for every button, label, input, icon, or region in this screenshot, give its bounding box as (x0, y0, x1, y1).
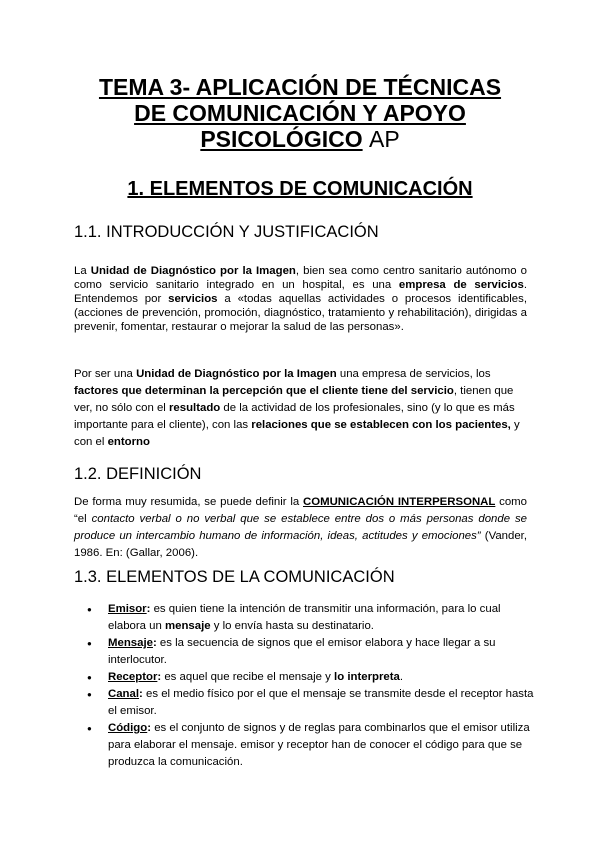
title-line-2: DE COMUNICACIÓN Y APOYO (134, 100, 466, 126)
intro-paragraph-1: La Unidad de Diagnóstico por la Imagen, bien sea como centro sanitario autónomo o como servicio sanitario integrado en un hospital, es una empresa de servicios. Entendemos por servicios a «todas aquellas actividades o procesos identificables, (acciones de prevención, promoción, diagnóstico, tratamiento y rehabilitación), dirigidas a prevenir, fomentar, restaurar o mejorar la salud de las personas». (74, 265, 527, 333)
definition-paragraph: De forma muy resumida, se puede definir la COMUNICACIÓN INTERPERSONAL como “el contacto verbal o no verbal que se establece entre dos o más personas donde se produce un intercambio humano de información, ideas, actitudes y emociones” (Vander, 1986. En: (Gallar, 2006). (74, 496, 527, 559)
section-heading-1-3: 1.3. ELEMENTOS DE LA COMUNICACIÓN (74, 568, 395, 586)
elements-list (74, 601, 534, 771)
section-heading-1-2: 1.2. DEFINICIÓN (74, 465, 202, 483)
list-item-mensaje: ● Mensaje: es la secuencia de signos que el emisor elabora y hace llegar a su interlocutor. (74, 635, 534, 669)
title-line-1: TEMA 3- APLICACIÓN DE TÉCNICAS (98, 74, 502, 100)
list-item-emisor: ● Emisor: es quien tiene la intención de transmitir una información, para lo cual elabora un mensaje y lo envía hasta su destinatario. (74, 601, 534, 635)
section-heading-1-1: 1.1. INTRODUCCIÓN Y JUSTIFICACIÓN (74, 223, 379, 241)
list-item-codigo: ● Código: es el conjunto de signos y de reglas para combinarlos que el emisor utiliza para elaborar el mensaje. emisor y receptor han de conocer el código para que se produzca la comunicación. (74, 720, 534, 771)
title-psicologico: PSICOLÓGICO (200, 126, 363, 152)
intro-paragraph-2: Por ser una Unidad de Diagnóstico por la Imagen una empresa de servicios, los factores que determinan la percepción que el cliente tiene del servicio, tienen que ver, no sólo con el resultado de la actividad de los profesionales, sino (y lo que es más importante para el cliente), con las relaciones que se establecen con los pacientes, y con el entorno (74, 368, 520, 448)
term-comunicacion-interpersonal: COMUNICACIÓN INTERPERSONAL (303, 496, 496, 508)
title-suffix: AP (369, 126, 400, 152)
title-line-3 (40, 126, 560, 152)
section-heading-1: 1. ELEMENTOS DE COMUNICACIÓN (127, 178, 473, 200)
document-title (40, 74, 560, 152)
list-item-canal: ● Canal: es el medio físico por el que el mensaje se transmite desde el receptor hasta el emisor. (74, 686, 534, 720)
list-item-receptor: ● Receptor: es aquel que recibe el mensaje y lo interpreta. (74, 669, 534, 686)
